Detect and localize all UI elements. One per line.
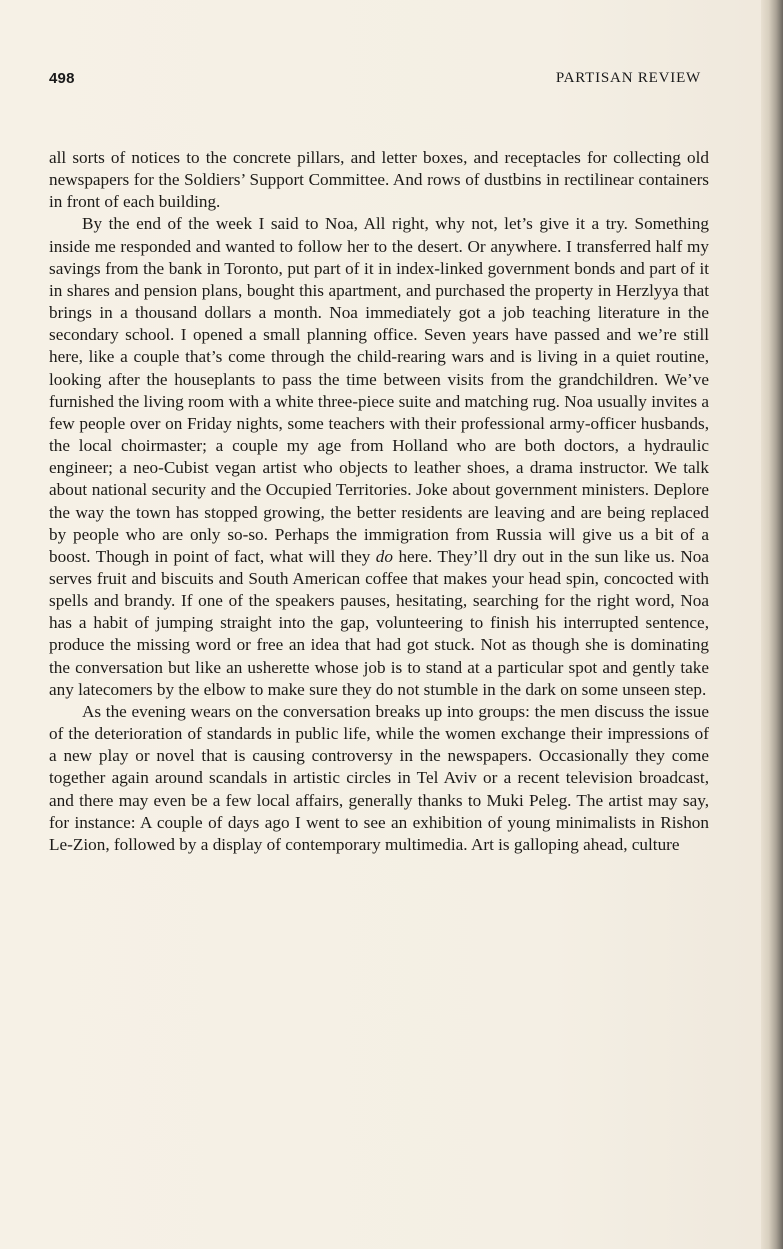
running-head: PARTISAN REVIEW (555, 70, 701, 86)
paragraph-2-text-after: here. They’ll dry out in the sun like us. Noa serves fruit and biscuits and South American coffee that makes your head spin, concocted with spells and brandy. If one of the speakers pauses, hesitating, searching for the right word, Noa has a habit of jumping straight into the gap, volunteering to finish his interrupted sentence, produce the missing word or free an idea that had got stuck. Not as though she is dominating the conversation but like an usherette whose job is to stand at a particular spot and gently take any latecomers by the elbow to make sure they do not stumble in the dark on some unseen step. (49, 546, 709, 699)
book-spine-shadow (761, 0, 783, 1249)
page-number: 498 (49, 70, 75, 87)
paragraph-2-emphasis: do (375, 546, 393, 566)
paragraph-3: As the evening wears on the conversation breaks up into groups: the men discuss the issue of the deterioration of standards in public life, while the women exchange their impressions of a new play or novel that is causing controversy in the newspapers. Occasionally they come together again around scandals in artistic circles in Tel Aviv or a recent television broadcast, and there may even be a few local affairs, generally thanks to Muki Peleg. The artist may say, for instance: A couple of days ago I went to see an exhibition of young minimalists in Rishon Le-Zion, followed by a display of contemporary multimedia. Art is galloping ahead, culture (49, 701, 709, 854)
paragraph-2-text-before: By the end of the week I said to Noa, All right, why not, let’s give it a try. Something inside me responded and wanted to follow her to the desert. Or anywhere. I transferred half my savings from the bank in Toronto, put part of it in index-linked government bonds and part of it in shares and pension plans, bought this apartment, and purchased the property in Herzlyya that brings in a thousand dollars a month. Noa immediately got a job teaching literature in the secondary school. I opened a small planning office. Seven years have passed and we’re still here, like a couple that’s come through the child-rearing wars and is living in a quiet routine, looking after the houseplants to pass the time between visits from the grandchildren. We’ve furnished the living room with a white three-piece suite and matching rug. Noa usually invites a few people over on Friday nights, some teachers with their professional army-officer husbands, the local choirmaster; a couple my age from Holland who are both doctors, a hydraulic engineer; a neo-Cubist vegan artist who objects to leather shoes, a drama instructor. We talk about national security and the Occupied Territories. Joke about government ministers. Deplore the way the town has stopped growing, the better residents are leaving and are being replaced by people who are only so-so. Perhaps the immigration from Russia will give us a bit of a boost. Though in point of fact, what will they (49, 214, 709, 566)
page-header (49, 70, 701, 92)
paragraph-2 (49, 213, 709, 700)
body-text (49, 147, 709, 856)
paragraph-1: all sorts of notices to the concrete pillars, and letter boxes, and receptacles for collecting old newspapers for the Soldiers’ Support Committee. And rows of dustbins in rectilinear containers in front of each building. (49, 148, 709, 212)
